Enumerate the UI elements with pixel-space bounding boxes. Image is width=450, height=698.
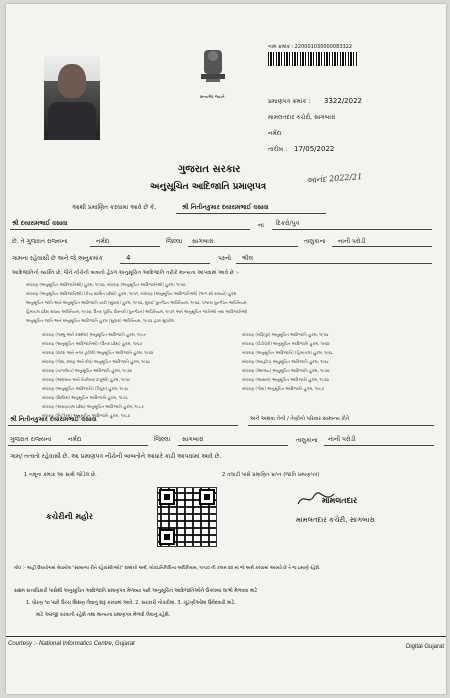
family-text: અને અથવા તેની / તેણીનો પરિવાર સામાન્ય રીતે	[250, 416, 350, 422]
certificate-title: અનુસૂચિત આદિજાતિ પ્રમાણપત્ર	[150, 182, 267, 192]
district: નર્મદા	[96, 238, 110, 245]
holder-name: શ્રી નિતીનકુમાર દયારામભાઈ વસાવા	[182, 204, 269, 211]
reside-text: ગામ/ તત્વતો રહેવાસી છે. આ પ્રમાણપત્ર નીચેની બાબતોને આધારે કાઢી આપવામાં આવે છે.	[10, 453, 222, 460]
footer-courtesy: Courtesy :- National Informatics Centre, Gujarat	[8, 641, 135, 647]
note-4: માટે અરજી કરવાની રહેશે તથા માન્યતા પ્રમાણપત્ર મેળવી લેવાનું રહેશે.	[36, 613, 171, 618]
relation: દિકરો/પુત્ર	[276, 220, 300, 227]
photo-face	[58, 64, 86, 98]
qr-code	[158, 488, 216, 546]
certificate-page	[6, 4, 446, 694]
note-1: નોંધ :- અહીં ઉપયોગમાં લેવાયેલ "સામાન્ય રીતે રહેવાસી(ઓ)" શબ્દનો અર્થ, લોકપ્રતિનિધિત્વ અધિનિયમ, ૧૯૫૦ ની કલમ ૨૦ માં જે અર્થ કરવામાં આવ્યો છે તે જ પ્રમાણે રહેશે.	[14, 566, 321, 571]
left-order-list: બંધારણ (જમ્મુ અને કાશ્મીર) અનુસૂચિત આદિજાતિ હુકમ, ૧૯૮૯ બંધારણ (અનુસૂચિત આદિજાતિઓ) (ઉત્તર પ્રદેશ) હુકમ, ૧૯૬૭ બંધારણ (દાદરા અને નગર હવેલી) અનુસૂચિત આદિજાતિ હુકમ, ૧૯૬૨ બંધારણ (ગોવા, દમણ અને દીવ) અનુસૂચિત આદિજાતિ હુકમ, ૧૯૬૮ બંધારણ (નાગાલેન્ડ) અનુસૂચિત આદિજાતિ હુકમ, ૧૯૭૦ બંધારણ (અંદામાન અને નિકોબાર ટાપુઓ) હુકમ, ૧૯૫૯ બંધારણ (અનુસૂચિત આદિજાતિ) (ત્રિપુરા) હુકમ, ૧૯૭૮ બંધારણ (સિક્કિમ) અનુસૂચિત આદિજાતિ હુકમ, ૧૯૭૮ બંધારણ (અરુણાચલ પ્રદેશ) અનુસૂચિત આદિજાતિ હુકમ, ૧૯૮૭ બંધારણ (મિઝોરમ) અનુસૂચિત આદિજાતિ હુકમ, ૧૯૮૭	[42, 332, 154, 418]
handwritten-note: આનંદ 2022/21	[305, 172, 363, 185]
footer-digital-gujarat: Digital Gujarat	[406, 644, 445, 650]
village: નાની પરોડી	[338, 238, 366, 245]
district-2-label: જિલ્લા	[154, 436, 171, 443]
taluka-2-label: તાલુકાના	[296, 437, 318, 444]
relation-label: ના	[258, 222, 264, 229]
legal-provisions: બંધારણ (અનુસૂચિત આદિજાતિઓ) હુકમ, ૧૯૫૦, બંધારણ (અનુસૂચિત આદિજાતિઓ) હુકમ, ૧૯૫૦ બંધારણ (અનુસૂચિત આદિજાતિઓ) (કેન્દ્ર શાસિત પ્રદેશો) હુકમ, ૧૯૫૧, બંધારણ (અનુસૂચિત આદિજાતિઓ) (ભાગ સી રાજ્યો) હુકમ અનુસૂચિત જાતિ અને અનુસૂચિત આદિજાતિ યાદી (સુધારા) હુકમ, ૧૯૫૬, મુંબઈ પુનર્ગઠન અધિનિયમ, ૧૯૬૦, પંજાબ પુનર્ગઠન અધિનિયમ હિમાચલ પ્રદેશ રાજ્ય અધિનિયમ, ૧૯૭૦, ઉત્તર પૂર્વીય વિસ્તારો (પુનર્ગઠન) અધિનિયમ, ૧૯૭૧ અને અનુસૂચિત જાતિઓ તથા આદિજાતિઓ અનુસૂચિત જાતિ અને અનુસૂચિત આદિજાતિ હુકમ (સુધારા) અધિનિયમ, ૧૯૭૬ દ્વારા સુધારેલ	[26, 282, 248, 323]
serial-no: 4	[126, 254, 131, 262]
tribe-label: પરનો	[218, 255, 231, 262]
barcode-label: નામ ક્રમાંક : 220001030000083322	[268, 44, 353, 50]
father-name: શ્રી દયારામભાઈ વસાવા	[12, 220, 68, 227]
serial-prefix: ગામના રહેવાસી છે અને જે અનુક્રમાંક	[12, 255, 103, 262]
basis-1: 1 નમૂના ક્રમાંક આ સાથે જોડેલ છે.	[24, 472, 97, 478]
cert-no-label: પ્રમાણપત્ર ક્રમાંક :	[268, 98, 311, 105]
emblem-caption: સત્યમેવ જયતે	[200, 94, 225, 99]
taluka-label: તાલુકાના	[304, 238, 326, 245]
date-label: તારીખ :	[268, 146, 288, 153]
state-prefix: છે. તે ગુજરાત રાજ્યના	[12, 238, 68, 245]
village-2: નાની પરોડી	[328, 436, 356, 443]
issuing-office: મામલતદાર કચેરી, સાગબારા	[268, 114, 336, 121]
tribe: ભીલ	[242, 255, 254, 262]
taluka-2: સાગબારા	[182, 436, 204, 443]
state-2: ગુજરાત રાજ્યના	[10, 436, 52, 443]
applicant-photo	[44, 56, 100, 140]
issuing-district: નર્મદા	[268, 130, 282, 137]
taluka: સાગબારા	[192, 238, 214, 245]
district-2: નર્મદા	[68, 436, 82, 443]
holder-name-2: શ્રી નિતીનકુમાર દયારામભાઈ વસાવા	[10, 416, 97, 423]
basis-2: 2 તલાટી પાસે પ્રમાણિત પ્રાપ્ત (જાતિ પ્રમાણપત્ર)	[222, 472, 320, 478]
govt-title: ગુજરાત સરકાર	[178, 164, 241, 175]
note-2: સક્ષમ સત્તાધિકારી પાસેથી અનુસૂચિત આદિજાતિ પ્રમાણપત્ર મેળવ્યા પછી અનુસૂચિત આદિજાતિઓને ઉપલબ્ધ લાભો મેળવવા માટે	[14, 589, 258, 594]
right-order-list: બંધારણ (મણિપુર) અનુસૂચિત આદિજાતિ હુકમ, ૧૯૫૬ બંધારણ (પોંડીચેરી) અનુસૂચિત આદિજાતિ હુકમ, ૧૯૬૪ બંધારણ (અનુસૂચિત આદિજાતિ) (હિમાચલ) હુકમ, ૧૯૬૮ બંધારણ (લક્ષદ્વીપ) અનુસૂચિત આદિજાતિ હુકમ, ૧૯૬૮ બંધારણ (મેઘાલય) અનુસૂચિત આદિજાતિ હુકમ, ૧૯૭૦ બંધારણ (આસામ) અનુસૂચિત આદિજાતિ હુકમ, ૧૯૭૦ બંધારણ (ગોવા) અનુસૂચિત આદિજાતિ હુકમ, ૧૯૮૭	[242, 332, 333, 391]
signatory-office: મામલતદાર કચેરી, સાગબારા	[296, 516, 375, 524]
signatory-title: મામલતદાર	[322, 496, 358, 505]
photo-shirt	[48, 102, 96, 140]
district-label: જિલ્લા	[166, 238, 183, 245]
issue-date: 17/05/2022	[294, 145, 335, 153]
barcode	[268, 52, 358, 66]
office-seal: કચેરીની મહોર	[46, 512, 93, 521]
cert-no: 3322/2022	[324, 97, 362, 105]
state-emblem-icon	[196, 46, 230, 92]
tribe-suffix: આદિજાતિનો વ્યક્તિ છે, જેને નીચેની બાબતો હેઠળ અનુસૂચિત આદિજાતિ તરીકે માન્યતા આપવામાં આવે છે :-	[12, 270, 240, 276]
certify-prefix: આથી પ્રમાણિત કરવામાં આવે છે કે,	[72, 204, 157, 211]
note-3: 1. ધોરણ ૧૦ પછી ઉચ્ચ શિક્ષણ લેવાનું શરૂ કરવામાં આવે. 2. સરકારી નોકરીમાં. 3. ચૂંટણીઓમાં ઉમેદવારી માટે.	[26, 601, 236, 606]
